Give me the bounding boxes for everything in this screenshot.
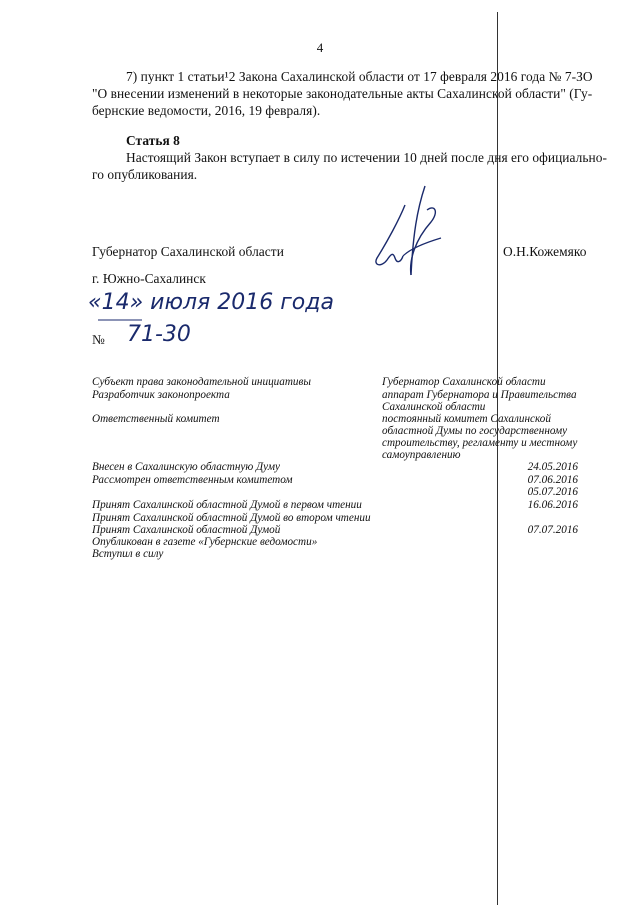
value-developer-2: Сахалинской области	[382, 401, 486, 413]
amendment-line-1: 7) пункт 1 статьи¹2 Закона Сахалинской области от 17 февраля 2016 года № 7-ЗО	[126, 69, 593, 84]
number-sign: №	[92, 332, 105, 347]
governor-signature	[365, 180, 455, 280]
amendment-line-3: бернские ведомости, 2016, 19 февраля).	[92, 103, 321, 118]
label-reviewed: Рассмотрен ответственным комитетом	[92, 474, 293, 486]
article-heading: Статья 8	[126, 133, 180, 148]
date-published: 07.07.2016	[527, 524, 578, 536]
label-second-reading: Принят Сахалинской областной Думой во втором чтении	[92, 512, 371, 524]
label-adopted: Принят Сахалинской областной Думой	[92, 524, 281, 536]
article-line-2: го опубликования.	[92, 167, 198, 182]
value-subject: Губернатор Сахалинской области	[382, 376, 546, 388]
city: г. Южно-Сахалинск	[92, 271, 206, 286]
date-close-quote: »	[129, 290, 144, 315]
scan-fold-line	[497, 12, 498, 905]
law-number: 71-30	[127, 322, 191, 347]
date-first-reading: 16.06.2016	[527, 499, 578, 511]
date-reviewed-2: 05.07.2016	[527, 486, 578, 498]
signing-date	[88, 290, 334, 315]
article-line-1: Настоящий Закон вступает в силу по истечении 10 дней после дня его официально-	[126, 150, 607, 165]
date-rest: июля 2016 года	[150, 290, 334, 315]
date-submitted: 24.05.2016	[527, 461, 578, 473]
value-committee-1: постоянный комитет Сахалинской	[382, 413, 551, 425]
label-committee: Ответственный комитет	[92, 413, 220, 425]
date-reviewed-1: 07.06.2016	[527, 474, 578, 486]
amendment-line-2: "О внесении изменений в некоторые законодательные акты Сахалинской области" (Гу-	[92, 86, 593, 101]
label-first-reading: Принят Сахалинской областной Думой в первом чтении	[92, 499, 362, 511]
label-developer: Разработчик законопроекта	[92, 389, 230, 401]
label-subject: Субъект права законодательной инициативы	[92, 376, 311, 388]
label-published: Опубликован в газете «Губернские ведомости»	[92, 536, 318, 548]
label-submitted: Внесен в Сахалинскую областную Думу	[92, 461, 280, 473]
value-committee-2: областной Думы по государственному	[382, 425, 568, 437]
date-open-quote: «	[88, 290, 102, 315]
value-committee-4: самоуправлению	[382, 449, 461, 461]
governor-position: Губернатор Сахалинской области	[92, 244, 284, 259]
date-day: 14	[101, 290, 130, 315]
page-number: 4	[316, 40, 324, 55]
value-committee-3: строительству, регламенту и местному	[382, 437, 578, 449]
value-developer-1: аппарат Губернатора и Правительства	[382, 389, 577, 401]
governor-name: О.Н.Кожемяко	[503, 244, 587, 259]
label-in-force: Вступил в силу	[92, 548, 164, 560]
